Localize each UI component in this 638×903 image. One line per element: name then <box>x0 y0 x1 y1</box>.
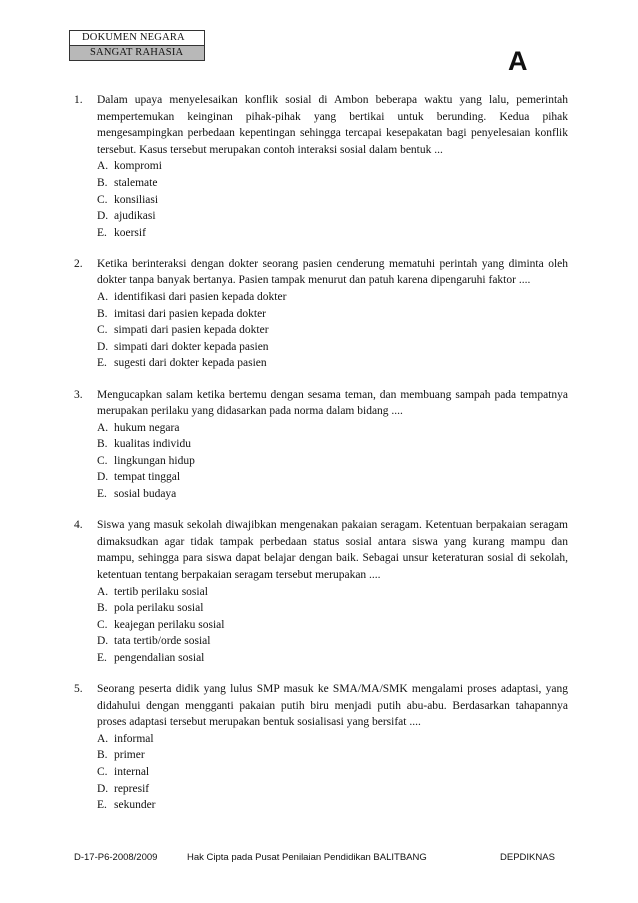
question-2 <box>0 256 638 372</box>
option-a <box>97 420 568 437</box>
option-d <box>97 469 568 486</box>
option-d <box>97 208 568 225</box>
option-a <box>97 158 568 175</box>
option-text: tata tertib/orde sosial <box>114 635 211 648</box>
option-text: simpati dari dokter kepada pasien <box>114 340 269 353</box>
option-letter: C. <box>97 765 108 778</box>
option-c <box>97 617 568 634</box>
question-number: 5. <box>74 683 83 695</box>
option-e <box>97 650 568 667</box>
option-c <box>97 453 568 470</box>
option-text: lingkungan hidup <box>114 454 195 467</box>
option-letter: E. <box>97 799 107 812</box>
option-letter: D. <box>97 210 109 223</box>
option-letter: C. <box>97 618 108 631</box>
option-text: koersif <box>114 226 146 239</box>
option-letter: B. <box>97 749 108 762</box>
footer-doc-code: D-17-P6-2008/2009 <box>74 852 158 863</box>
option-b <box>97 600 568 617</box>
option-text: hukum negara <box>114 421 180 434</box>
question-stem: Ketika berinteraksi dengan dokter seorang pasien cenderung mematuhi perintah yang diminta oleh dokter tanpa banyak bertanya. Pasien tampak menurut dan patuh karena dipengaruhi faktor .... <box>97 257 568 287</box>
option-d <box>97 339 568 356</box>
option-letter: D. <box>97 340 109 353</box>
option-letter: E. <box>97 488 107 501</box>
question-stem: Mengucapkan salam ketika bertemu dengan sesama teman, dan membuang sampah pada tempatnya merupakan perilaku yang didasarkan pada norma dalam bidang .... <box>97 388 568 418</box>
option-text: sugesti dari dokter kepada pasien <box>114 357 267 370</box>
footer-publisher: DEPDIKNAS <box>500 852 555 863</box>
option-a <box>97 584 568 601</box>
question-4 <box>0 517 638 666</box>
classification-bottom: SANGAT RAHASIA <box>69 46 205 61</box>
footer-copyright: Hak Cipta pada Pusat Penilaian Pendidikan BALITBANG <box>187 852 427 863</box>
classification-stamp <box>69 30 205 61</box>
option-c <box>97 764 568 781</box>
question-stem: Seorang peserta didik yang lulus SMP masuk ke SMA/MA/SMK mengalami proses adaptasi, yang didahului dengan mengganti pakaian putih biru menjadi putih abu-abu. Berdasarkan tahapannya proses adaptasi tersebut merupakan bentuk sosialisasi yang bersifat .... <box>97 683 568 729</box>
question-1 <box>0 92 638 241</box>
option-text: primer <box>114 749 145 762</box>
option-letter: B. <box>97 307 108 320</box>
question-number: 1. <box>74 94 83 106</box>
option-text: represif <box>114 782 150 795</box>
option-text: pengendalian sosial <box>114 651 205 664</box>
option-a <box>97 731 568 748</box>
option-text: internal <box>114 765 150 778</box>
option-letter: E. <box>97 357 107 370</box>
option-text: pola perilaku sosial <box>114 602 204 615</box>
question-number: 3. <box>74 388 83 401</box>
option-letter: B. <box>97 176 108 189</box>
option-text: tertib perilaku sosial <box>114 585 208 598</box>
option-text: konsiliasi <box>114 193 159 206</box>
option-letter: E. <box>97 226 107 239</box>
option-d <box>97 633 568 650</box>
option-e <box>97 797 568 814</box>
option-b <box>97 306 568 323</box>
option-text: ajudikasi <box>114 210 156 223</box>
option-text: kompromi <box>114 160 162 173</box>
option-b <box>97 436 568 453</box>
classification-top: DOKUMEN NEGARA <box>69 30 205 46</box>
option-text: sosial budaya <box>114 488 177 501</box>
option-letter: E. <box>97 651 107 664</box>
option-e <box>97 486 568 503</box>
option-text: stalemate <box>114 176 158 189</box>
option-b <box>97 175 568 192</box>
question-list <box>0 92 638 828</box>
question-number: 4. <box>74 519 83 532</box>
option-c <box>97 192 568 209</box>
option-letter: B. <box>97 602 108 615</box>
option-letter: D. <box>97 635 109 648</box>
option-letter: D. <box>97 782 109 795</box>
package-code: A <box>508 46 528 76</box>
option-letter: D. <box>97 471 109 484</box>
option-b <box>97 747 568 764</box>
option-letter: A. <box>97 160 109 173</box>
question-5 <box>0 681 638 814</box>
option-letter: B. <box>97 438 108 451</box>
option-letter: A. <box>97 585 109 598</box>
option-letter: A. <box>97 732 109 745</box>
option-c <box>97 322 568 339</box>
option-letter: A. <box>97 291 109 304</box>
option-letter: C. <box>97 454 108 467</box>
question-stem: Siswa yang masuk sekolah diwajibkan mengenakan pakaian seragam. Ketentuan berpakaian seragam dimaksudkan agar tidak tampak perbedaan status sosial antara siswa yang kurang mampu dan mampu, sehingga para siswa dapat belajar dengan baik. Sebagai unsur keteraturan sosial di sekolah, ketentuan tentang berpakaian seragam tersebut merupakan .... <box>97 519 568 581</box>
option-text: identifikasi dari pasien kepada dokter <box>114 291 287 304</box>
option-text: keajegan perilaku sosial <box>114 618 225 631</box>
option-e <box>97 355 568 372</box>
option-text: informal <box>114 732 154 745</box>
question-3 <box>0 387 638 503</box>
option-e <box>97 225 568 242</box>
option-d <box>97 781 568 798</box>
option-letter: C. <box>97 193 108 206</box>
option-text: kualitas individu <box>114 438 191 451</box>
option-text: imitasi dari pasien kepada dokter <box>114 307 267 320</box>
question-stem: Dalam upaya menyelesaikan konflik sosial di Ambon beberapa waktu yang lalu, pemerintah mempertemukan keinginan pihak-pihak yang bertikai untuk berunding. Kedua pihak mengesampingkan perbedaan kepentingan sehingga tercapai kesepakatan bagi penyelesaian konflik tersebut. Kasus tersebut merupakan contoh interaksi sosial dalam bentuk ... <box>97 94 568 156</box>
option-letter: A. <box>97 421 109 434</box>
option-text: tempat tinggal <box>114 471 181 484</box>
option-letter: C. <box>97 324 108 337</box>
question-number: 2. <box>74 257 83 270</box>
option-a <box>97 289 568 306</box>
option-text: sekunder <box>114 799 156 812</box>
option-text: simpati dari pasien kepada dokter <box>114 324 269 337</box>
